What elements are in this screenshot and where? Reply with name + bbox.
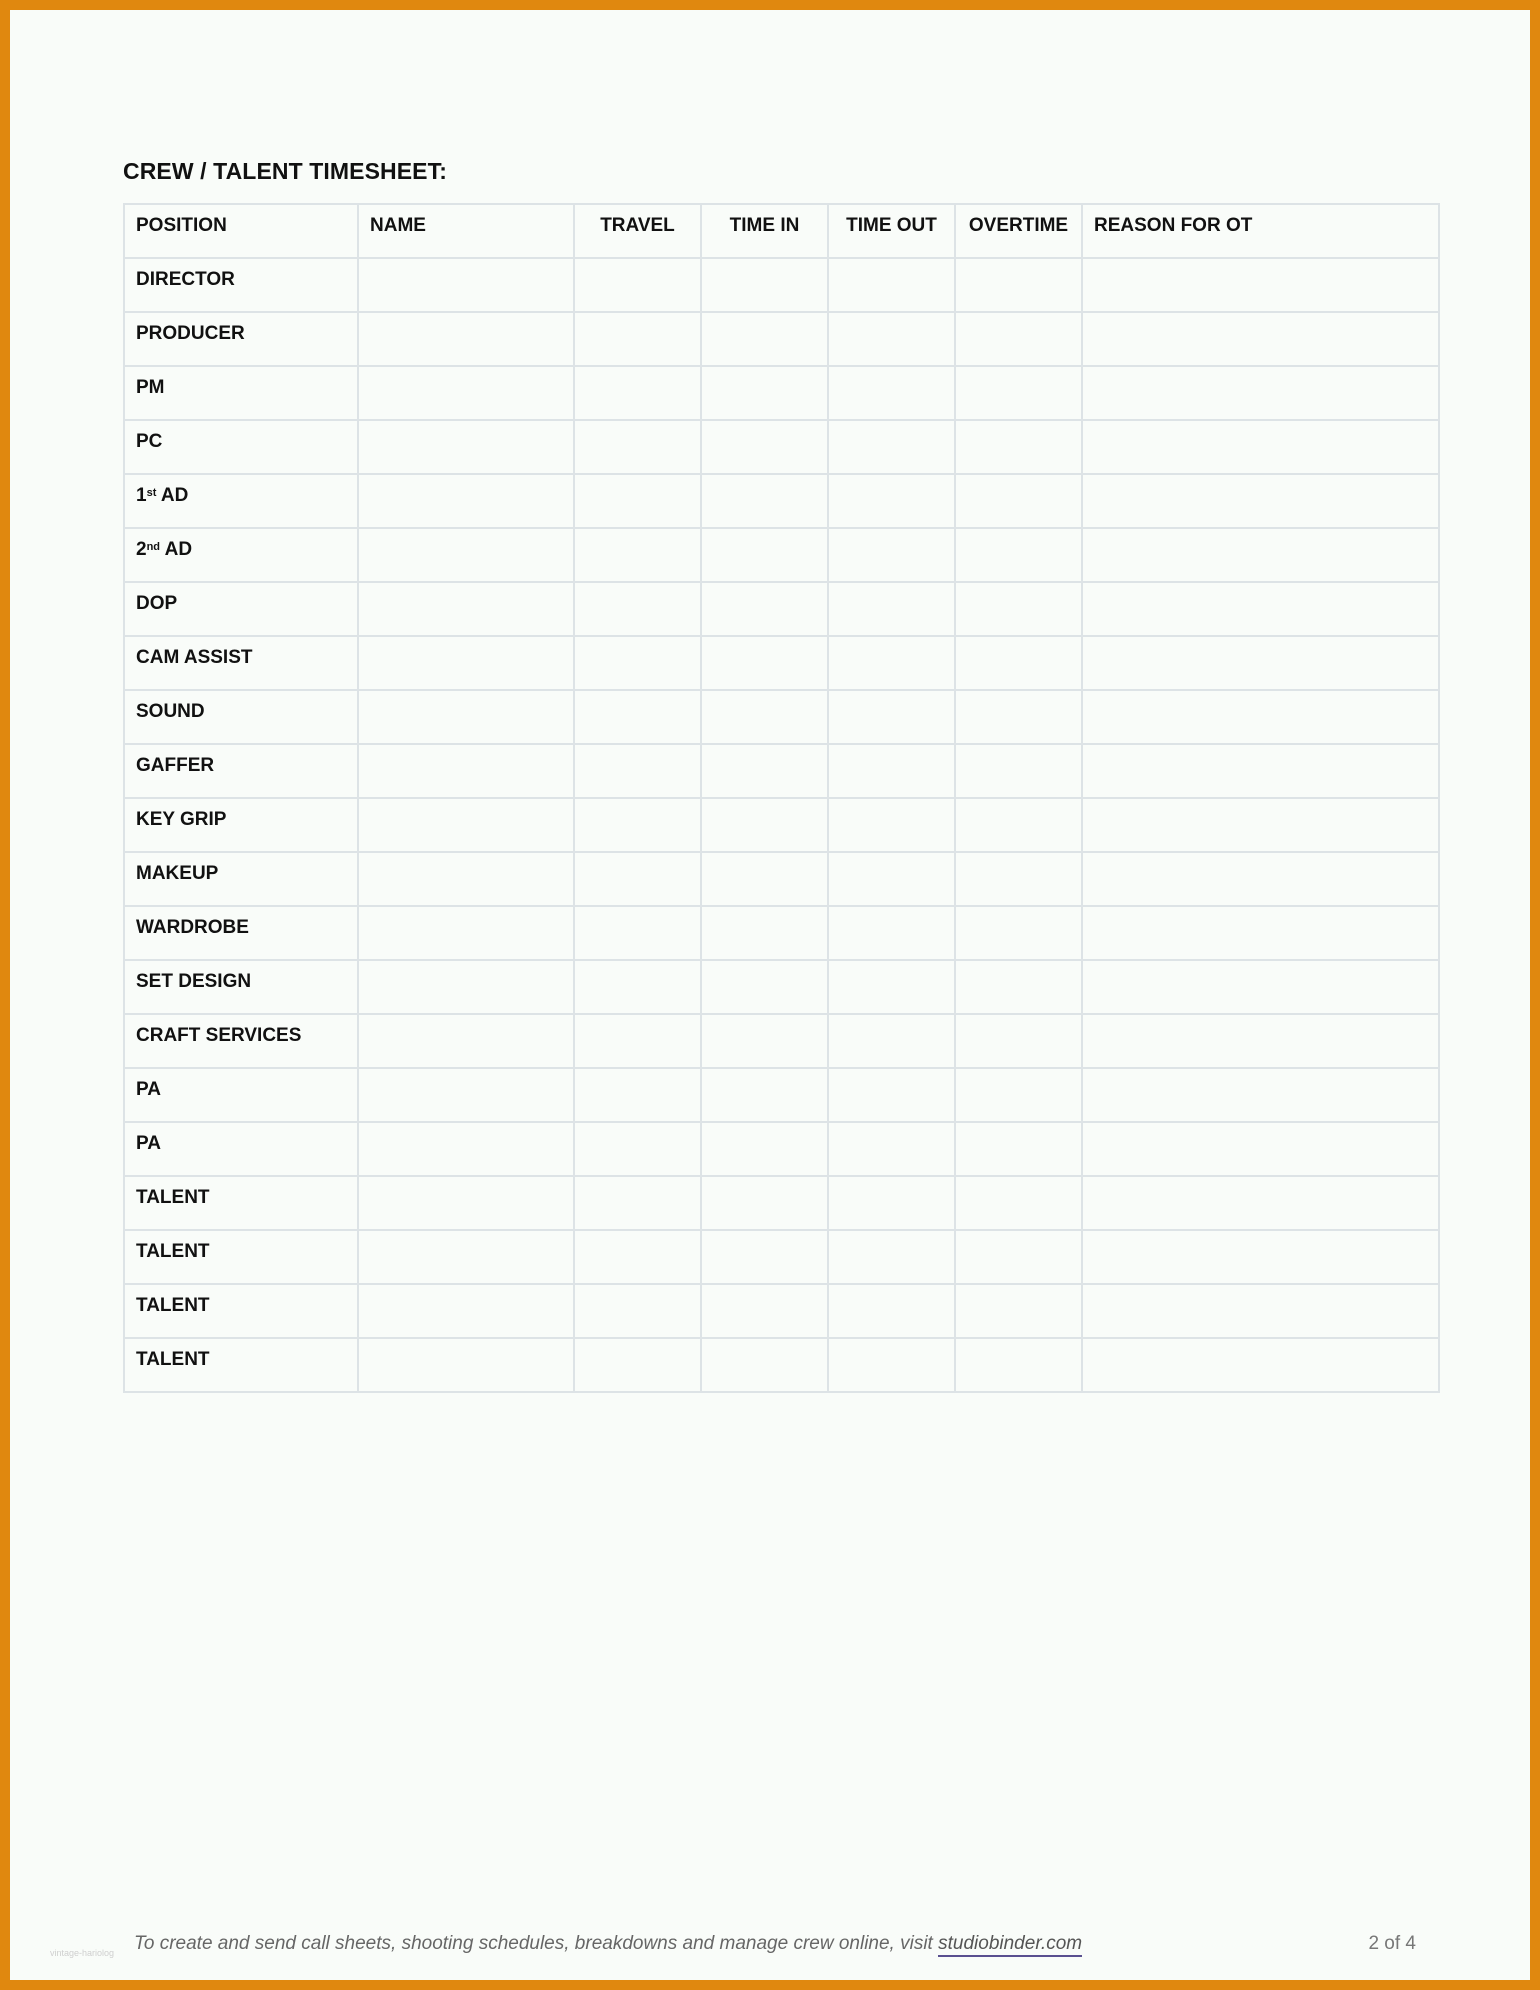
timesheet-table (123, 203, 1440, 1393)
overtime-cell[interactable] (955, 528, 1082, 582)
reason-for-ot-cell[interactable] (1082, 258, 1439, 312)
time-out-cell[interactable] (828, 744, 955, 798)
time-in-cell[interactable] (701, 1176, 828, 1230)
table-row (124, 906, 1439, 960)
table-row (124, 474, 1439, 528)
position-label: PA (136, 1079, 161, 1100)
footer-note (134, 1933, 1082, 1955)
reason-for-ot-cell[interactable] (1082, 1176, 1439, 1230)
travel-cell[interactable] (574, 852, 701, 906)
reason-for-ot-cell[interactable] (1082, 312, 1439, 366)
time-out-cell[interactable] (828, 258, 955, 312)
overtime-cell[interactable] (955, 852, 1082, 906)
travel-cell[interactable] (574, 744, 701, 798)
time-out-cell[interactable] (828, 312, 955, 366)
table-row (124, 690, 1439, 744)
time-in-cell[interactable] (701, 906, 828, 960)
position-label: MAKEUP (136, 863, 219, 884)
name-cell[interactable] (358, 1068, 574, 1122)
travel-cell[interactable] (574, 366, 701, 420)
column-header-name: NAME (358, 204, 574, 258)
position-ordinal-suffix: nd (146, 541, 161, 553)
reason-for-ot-cell[interactable] (1082, 852, 1439, 906)
table-row (124, 258, 1439, 312)
time-out-cell[interactable] (828, 1068, 955, 1122)
travel-cell[interactable] (574, 1176, 701, 1230)
name-cell[interactable] (358, 312, 574, 366)
overtime-cell[interactable] (955, 1014, 1082, 1068)
column-header-reason-for-ot: REASON FOR OT (1082, 204, 1439, 258)
position-label: SOUND (136, 701, 205, 722)
overtime-cell[interactable] (955, 474, 1082, 528)
time-out-cell[interactable] (828, 852, 955, 906)
page-number: 2 of 4 (1368, 1933, 1416, 1954)
table-row (124, 1230, 1439, 1284)
overtime-cell[interactable] (955, 1284, 1082, 1338)
name-cell[interactable] (358, 852, 574, 906)
overtime-cell[interactable] (955, 582, 1082, 636)
time-out-cell[interactable] (828, 1284, 955, 1338)
position-label: DIRECTOR (136, 269, 235, 290)
travel-cell[interactable] (574, 960, 701, 1014)
time-out-cell[interactable] (828, 1122, 955, 1176)
position-label: TALENT (136, 1349, 210, 1370)
reason-for-ot-cell[interactable] (1082, 420, 1439, 474)
position-label: PRODUCER (136, 323, 245, 344)
travel-cell[interactable] (574, 1338, 701, 1392)
time-in-cell[interactable] (701, 312, 828, 366)
reason-for-ot-cell[interactable] (1082, 366, 1439, 420)
overtime-cell[interactable] (955, 636, 1082, 690)
travel-cell[interactable] (574, 1230, 701, 1284)
table-row (124, 1014, 1439, 1068)
name-cell[interactable] (358, 690, 574, 744)
reason-for-ot-cell[interactable] (1082, 798, 1439, 852)
position-label: SET DESIGN (136, 971, 252, 992)
reason-for-ot-cell[interactable] (1082, 1122, 1439, 1176)
position-cell (124, 420, 358, 474)
overtime-cell[interactable] (955, 420, 1082, 474)
name-cell[interactable] (358, 798, 574, 852)
reason-for-ot-cell[interactable] (1082, 636, 1439, 690)
column-header-position: POSITION (124, 204, 358, 258)
watermark: vintage-hariolog (50, 1948, 115, 1958)
position-label: PA (136, 1133, 161, 1154)
table-row (124, 528, 1439, 582)
time-out-cell[interactable] (828, 420, 955, 474)
travel-cell[interactable] (574, 420, 701, 474)
column-header-overtime: OVERTIME (955, 204, 1082, 258)
name-cell[interactable] (358, 744, 574, 798)
position-cell (124, 798, 358, 852)
position-cell (124, 258, 358, 312)
travel-cell[interactable] (574, 582, 701, 636)
time-in-cell[interactable] (701, 798, 828, 852)
studiobinder-link[interactable]: studiobinder.com (938, 1933, 1082, 1957)
overtime-cell[interactable] (955, 744, 1082, 798)
time-in-cell[interactable] (701, 690, 828, 744)
overtime-cell[interactable] (955, 1122, 1082, 1176)
time-in-cell[interactable] (701, 1338, 828, 1392)
position-label: TALENT (136, 1187, 210, 1208)
travel-cell[interactable] (574, 1068, 701, 1122)
table-row (124, 1068, 1439, 1122)
overtime-cell[interactable] (955, 798, 1082, 852)
reason-for-ot-cell[interactable] (1082, 1014, 1439, 1068)
table-row (124, 366, 1439, 420)
position-cell (124, 1176, 358, 1230)
reason-for-ot-cell[interactable] (1082, 1338, 1439, 1392)
travel-cell[interactable] (574, 1122, 701, 1176)
overtime-cell[interactable] (955, 906, 1082, 960)
position-label: TALENT (136, 1295, 210, 1316)
time-out-cell[interactable] (828, 960, 955, 1014)
name-cell[interactable] (358, 1014, 574, 1068)
position-cell (124, 582, 358, 636)
table-row (124, 312, 1439, 366)
time-in-cell[interactable] (701, 1014, 828, 1068)
position-ordinal-suffix: st (146, 487, 157, 499)
position-cell (124, 366, 358, 420)
reason-for-ot-cell[interactable] (1082, 906, 1439, 960)
position-cell (124, 1230, 358, 1284)
time-out-cell[interactable] (828, 690, 955, 744)
name-cell[interactable] (358, 366, 574, 420)
name-cell[interactable] (358, 528, 574, 582)
table-row (124, 1284, 1439, 1338)
overtime-cell[interactable] (955, 960, 1082, 1014)
time-out-cell[interactable] (828, 528, 955, 582)
overtime-cell[interactable] (955, 1068, 1082, 1122)
time-out-cell[interactable] (828, 1176, 955, 1230)
time-in-cell[interactable] (701, 1068, 828, 1122)
time-out-cell[interactable] (828, 1338, 955, 1392)
time-out-cell[interactable] (828, 474, 955, 528)
column-header-travel: TRAVEL (574, 204, 701, 258)
name-cell[interactable] (358, 582, 574, 636)
position-cell (124, 474, 358, 528)
position-cell (124, 1284, 358, 1338)
overtime-cell[interactable] (955, 312, 1082, 366)
time-in-cell[interactable] (701, 528, 828, 582)
position-cell (124, 744, 358, 798)
overtime-cell[interactable] (955, 258, 1082, 312)
time-out-cell[interactable] (828, 366, 955, 420)
reason-for-ot-cell[interactable] (1082, 474, 1439, 528)
timesheet-body (124, 258, 1439, 1392)
position-label: PC (136, 431, 163, 452)
column-header-time-in: TIME IN (701, 204, 828, 258)
travel-cell[interactable] (574, 798, 701, 852)
travel-cell[interactable] (574, 258, 701, 312)
position-label-suffix: AD (160, 539, 193, 560)
position-cell (124, 528, 358, 582)
position-cell (124, 906, 358, 960)
table-row (124, 744, 1439, 798)
overtime-cell[interactable] (955, 1338, 1082, 1392)
travel-cell[interactable] (574, 1284, 701, 1338)
overtime-cell[interactable] (955, 1176, 1082, 1230)
time-out-cell[interactable] (828, 636, 955, 690)
position-label: TALENT (136, 1241, 210, 1262)
table-row (124, 1338, 1439, 1392)
position-cell (124, 1068, 358, 1122)
table-row (124, 582, 1439, 636)
table-row (124, 1122, 1439, 1176)
name-cell[interactable] (358, 636, 574, 690)
time-out-cell[interactable] (828, 798, 955, 852)
travel-cell[interactable] (574, 528, 701, 582)
time-out-cell[interactable] (828, 906, 955, 960)
time-in-cell[interactable] (701, 366, 828, 420)
position-cell (124, 1122, 358, 1176)
name-cell[interactable] (358, 1230, 574, 1284)
name-cell[interactable] (358, 906, 574, 960)
position-label: WARDROBE (136, 917, 249, 938)
position-label: 2 (136, 539, 147, 560)
footer-text: To create and send call sheets, shooting schedules, breakdowns and manage crew online, visit (134, 1933, 939, 1954)
table-row (124, 420, 1439, 474)
position-label: CAM ASSIST (136, 647, 253, 668)
time-in-cell[interactable] (701, 852, 828, 906)
name-cell[interactable] (358, 1176, 574, 1230)
position-label: PM (136, 377, 165, 398)
name-cell[interactable] (358, 1338, 574, 1392)
position-label: CRAFT SERVICES (136, 1025, 302, 1046)
reason-for-ot-cell[interactable] (1082, 1284, 1439, 1338)
travel-cell[interactable] (574, 636, 701, 690)
time-in-cell[interactable] (701, 1284, 828, 1338)
position-cell (124, 312, 358, 366)
time-in-cell[interactable] (701, 1122, 828, 1176)
name-cell[interactable] (358, 1122, 574, 1176)
position-cell (124, 960, 358, 1014)
table-row (124, 798, 1439, 852)
position-cell (124, 1014, 358, 1068)
overtime-cell[interactable] (955, 690, 1082, 744)
table-row (124, 1176, 1439, 1230)
reason-for-ot-cell[interactable] (1082, 960, 1439, 1014)
travel-cell[interactable] (574, 690, 701, 744)
name-cell[interactable] (358, 420, 574, 474)
position-label: DOP (136, 593, 178, 614)
position-cell (124, 852, 358, 906)
travel-cell[interactable] (574, 474, 701, 528)
page-title: CREW / TALENT TIMESHEET: (123, 158, 447, 184)
position-cell (124, 1338, 358, 1392)
position-label: 1 (136, 485, 147, 506)
table-row (124, 960, 1439, 1014)
reason-for-ot-cell[interactable] (1082, 528, 1439, 582)
time-in-cell[interactable] (701, 1230, 828, 1284)
position-cell (124, 636, 358, 690)
time-out-cell[interactable] (828, 582, 955, 636)
time-out-cell[interactable] (828, 1014, 955, 1068)
table-row (124, 636, 1439, 690)
overtime-cell[interactable] (955, 1230, 1082, 1284)
name-cell[interactable] (358, 474, 574, 528)
position-label-suffix: AD (156, 485, 189, 506)
time-in-cell[interactable] (701, 960, 828, 1014)
reason-for-ot-cell[interactable] (1082, 744, 1439, 798)
time-out-cell[interactable] (828, 1230, 955, 1284)
travel-cell[interactable] (574, 1014, 701, 1068)
time-in-cell[interactable] (701, 582, 828, 636)
time-in-cell[interactable] (701, 474, 828, 528)
position-label: GAFFER (136, 755, 215, 776)
overtime-cell[interactable] (955, 366, 1082, 420)
name-cell[interactable] (358, 1284, 574, 1338)
time-in-cell[interactable] (701, 744, 828, 798)
table-row (124, 852, 1439, 906)
reason-for-ot-cell[interactable] (1082, 1068, 1439, 1122)
time-in-cell[interactable] (701, 636, 828, 690)
name-cell[interactable] (358, 258, 574, 312)
header-row (124, 204, 1439, 258)
time-in-cell[interactable] (701, 258, 828, 312)
reason-for-ot-cell[interactable] (1082, 582, 1439, 636)
position-label: KEY GRIP (136, 809, 227, 830)
reason-for-ot-cell[interactable] (1082, 1230, 1439, 1284)
travel-cell[interactable] (574, 906, 701, 960)
name-cell[interactable] (358, 960, 574, 1014)
column-header-time-out: TIME OUT (828, 204, 955, 258)
reason-for-ot-cell[interactable] (1082, 690, 1439, 744)
time-in-cell[interactable] (701, 420, 828, 474)
position-cell (124, 690, 358, 744)
travel-cell[interactable] (574, 312, 701, 366)
